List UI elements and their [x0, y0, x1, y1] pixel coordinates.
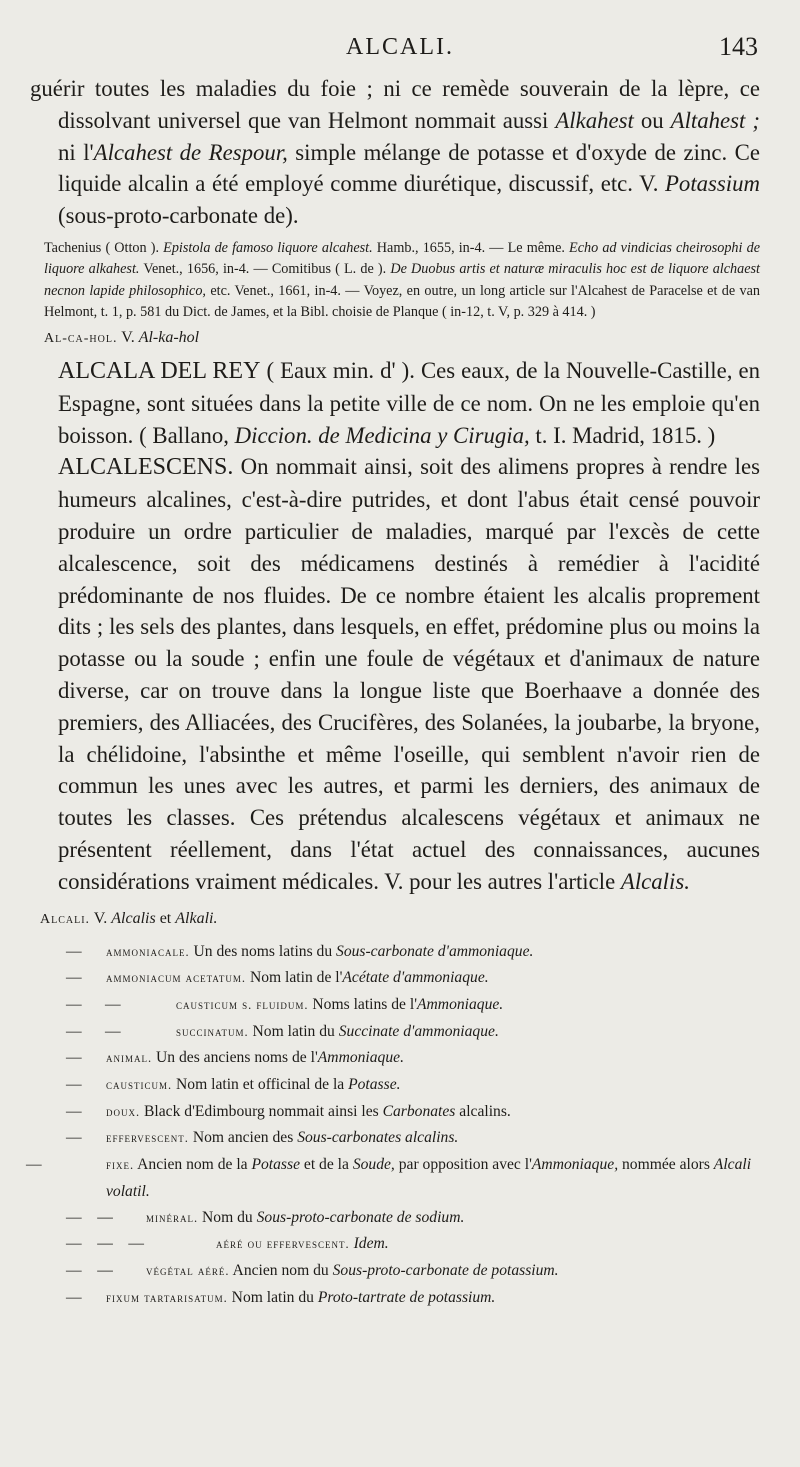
list-item — [26, 1152, 760, 1204]
page-number: 143 — [719, 32, 758, 61]
subterm: fixum tartarisatum. — [106, 1290, 228, 1305]
dash: — — — [66, 1261, 113, 1279]
cross-ref: Al-ka-hol — [138, 328, 200, 346]
text: etc. Venet., 1661, in-4. — Voyez, en outre, un long article sur l'Alcahest de Paracelse et de van Helmont, t. 1, p. 581 du Dict. de James, et la Bibl. choisie de Planque ( in-12, t. V, p. 329 à 414. ) — [44, 282, 760, 321]
term-potassium: Potassium — [665, 171, 760, 197]
title-echo: Echo ad vindicias cheirosophi de liquore alkahest. — [44, 239, 760, 278]
subterm: effervescent. — [106, 1131, 189, 1146]
list-item — [40, 1045, 760, 1072]
headword: Al-ca-hol. — [44, 330, 118, 346]
text: V. — [117, 328, 139, 346]
text: Nom du — [198, 1208, 257, 1226]
term: Alcali volatil. — [106, 1156, 752, 1200]
dash: — — [66, 1288, 82, 1306]
title-de-duobus: De Duobus artis et naturæ miraculis hoc est de liquore alchaest necnon lapide philosophico, — [44, 261, 760, 299]
subterm: causticum s. fluidum. — [176, 997, 309, 1012]
dash: — — — [66, 995, 121, 1013]
subterm: aéré ou effervescent. — [216, 1237, 350, 1252]
term: Acétate d'ammoniaque. — [342, 969, 489, 987]
entry-alcahol — [44, 326, 760, 351]
subterm: animal. — [106, 1051, 153, 1066]
term: Proto-tartrate de potassium. — [317, 1288, 496, 1306]
text: Black d'Edimbourg nommait ainsi les — [140, 1102, 383, 1120]
text: Noms latins de l' — [308, 995, 418, 1013]
entry-alcali — [40, 906, 760, 933]
dash: — — [66, 1049, 82, 1067]
text: ou — [633, 107, 671, 133]
cross-ref: Alcalis — [111, 909, 156, 927]
entry-alcala-del-rey — [58, 355, 760, 451]
text: Nom latin et officinal de la — [172, 1076, 349, 1094]
subterm: ammoniacale. — [106, 944, 190, 959]
alcali-sub-entries — [26, 939, 760, 1312]
text: Venet., 1656, in-4. — Comitibus ( L. de ). — [139, 261, 391, 278]
title-epistola: Epistola de famoso liquore alcahest. — [163, 239, 373, 256]
text: Nom latin du — [248, 1022, 339, 1040]
list-item — [40, 1125, 760, 1152]
list-item — [40, 939, 760, 966]
list-item — [40, 1099, 760, 1126]
text: Nom ancien des — [188, 1129, 298, 1147]
term: Sous-proto-carbonate de potassium. — [332, 1261, 559, 1279]
list-item — [40, 1285, 760, 1312]
headword: ALCALA DEL REY — [58, 357, 261, 384]
text: Ancien nom de la — [134, 1156, 252, 1174]
dash: — — [66, 1076, 82, 1094]
page-body — [26, 73, 761, 1311]
text: nommée alors — [618, 1156, 714, 1174]
dash: — — [66, 1102, 82, 1120]
subterm: ammoniacum acetatum. — [106, 971, 247, 986]
list-item — [40, 1072, 760, 1099]
text: guérir toutes les maladies du foie ; ni ce remède souverain de la lèpre, ce dissolvant universel que van Helmont nommait aussi — [30, 76, 760, 133]
text: ( Eaux min. d' ). Ces eaux, de la Nouvelle-Castille, en Espagne, sont situées dans la petite ville de ce nom. On ne les emploie qu'en boisson. ( Ballano, — [58, 357, 761, 448]
text: alcalins. — [455, 1102, 511, 1120]
dash: — — [66, 969, 82, 987]
text: t. I. Madrid, 1815. ) — [529, 422, 716, 448]
text: (sous-proto-carbonate de). — [58, 203, 299, 229]
text: ni l' — [58, 139, 94, 165]
cross-ref: Alkali. — [175, 909, 218, 927]
running-header — [0, 30, 800, 66]
headword: Alcali. — [40, 911, 91, 927]
term-altahest: Altahest ; — [670, 107, 760, 133]
term: Sous-carbonate d'ammoniaque. — [336, 942, 534, 960]
subterm: végétal aéré. — [146, 1263, 230, 1278]
dash: — — [26, 1156, 42, 1174]
entry-alcalescens — [58, 451, 760, 897]
list-item — [40, 992, 760, 1019]
term-alcahest-respour: Alcahest de Respour, — [93, 139, 288, 165]
dash: — — — [66, 1022, 121, 1040]
term: Potasse. — [348, 1076, 401, 1094]
subterm: causticum. — [106, 1078, 173, 1093]
term: Soude, — [352, 1156, 395, 1174]
term-alkahest: Alkahest — [555, 107, 634, 133]
text: V. — [90, 909, 112, 927]
subterm: fixe. — [106, 1158, 135, 1173]
text: Nom latin du — [227, 1288, 318, 1306]
text: et — [155, 909, 176, 927]
paragraph-alkahest — [30, 73, 760, 232]
text: par opposition avec l' — [394, 1156, 532, 1174]
headword: ALCALESCENS. — [58, 454, 234, 481]
list-item — [40, 1019, 760, 1046]
text: On nommait ainsi, soit des alimens propres à rendre les humeurs alcalines, c'est-à-dire putrides, et dont l'abus était censé pouvoir produire un ordre particulier de maladies, marqué par l'excès de cette alcalescence, soit des médicamens destinés à remédier à l'acidité prédominante de nos fluides. De ce nombre étaient les alcalis proprement dits ; les sels des plantes, dans lesquels, en effet, prédomine plus ou moins la potasse ou la soude ; enfin une foule de végétaux et d'animaux de nature diverse, car on trouve dans la longue liste que Boerhaave a donnée des premiers, des Alliacées, des Crucifères, des Solanées, la joubarbe, la bryone, la chélidoine, l'absinthe et même l'oseille, qui semblent n'avoir rien de commun les unes avec les autres, et parmi les derniers, des animaux de toutes les classes. Ces prétendus alcalescens végétaux et animaux ne présentent réellement, dans l'état actuel des connaissances, aucunes considérations vraiment médicales. V. pour les autres l'article — [58, 454, 760, 894]
dash: — — [66, 1129, 82, 1147]
list-item — [40, 1258, 760, 1285]
dash: — — — — [66, 1235, 144, 1253]
list-item — [40, 1231, 760, 1258]
source-title: Diccion. de Medicina y Cirugia, — [234, 422, 530, 448]
term: Ammoniaque, — [531, 1156, 619, 1174]
text: Un des anciens noms de l' — [152, 1049, 318, 1067]
text: Ancien nom du — [229, 1261, 333, 1279]
text: Tachenius ( Otton ). — [44, 239, 164, 256]
text: Un des noms latins du — [189, 942, 337, 960]
bibliography-note — [44, 238, 760, 324]
term: Potasse — [251, 1156, 300, 1174]
term: Ammoniaque. — [417, 995, 504, 1013]
term: Sous-proto-carbonate de sodium. — [256, 1208, 465, 1226]
list-item — [40, 1205, 760, 1232]
text: simple mélange de potasse et d'oxyde de zinc. Ce liquide alcalin a été employé comme diurétique, discussif, etc. V. — [58, 139, 760, 197]
text: et de la — [300, 1156, 353, 1174]
term: Carbonates — [382, 1102, 456, 1120]
text: Hamb., 1655, in-4. — Le même. — [372, 239, 570, 256]
term: Ammoniaque. — [317, 1049, 404, 1067]
term: Sous-carbonates alcalins. — [297, 1129, 459, 1147]
subterm: minéral. — [146, 1210, 199, 1225]
dash: — — — [66, 1208, 113, 1226]
term: Idem. — [353, 1235, 389, 1253]
subterm: doux. — [106, 1104, 141, 1119]
running-title: ALCALI. — [346, 34, 454, 60]
dash: — — [66, 942, 82, 960]
cross-ref: Alcalis. — [620, 868, 690, 894]
term: Succinate d'ammoniaque. — [338, 1022, 499, 1040]
subterm: succinatum. — [176, 1024, 249, 1039]
text: Nom latin de l' — [246, 969, 343, 987]
list-item — [40, 965, 760, 992]
